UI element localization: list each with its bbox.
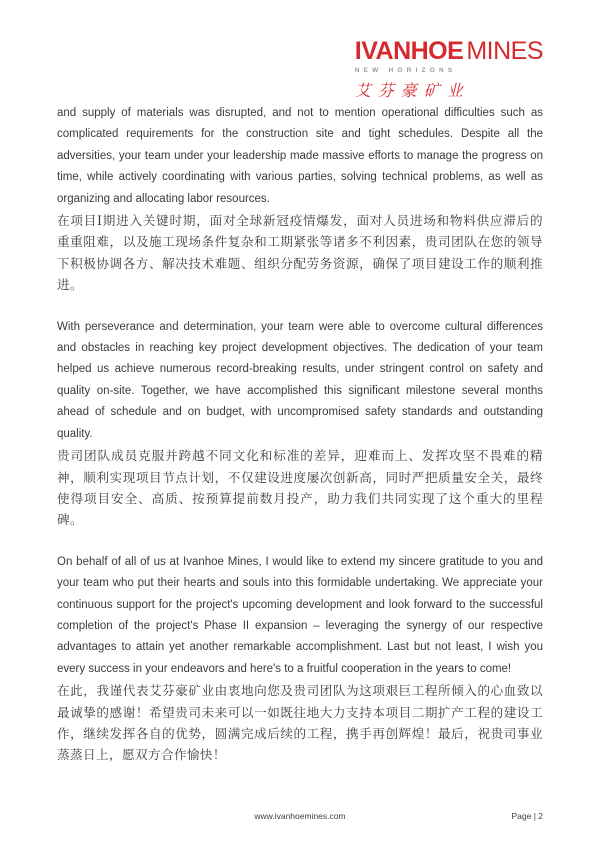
paragraph-english-3: On behalf of all of us at Ivanhoe Mines, I would like to extend my sincere gratitude to you and your team who put their hearts and souls into this formidable undertaking. We appreciate your continuous support for the project's upcoming development and look forward to the successful completion of the project's Phase II expansion – leveraging the synergy of our respective advantages to attain yet another remarkable accomplishment. Last but not least, I wish you every success in your endeavors and here's to a fruitful cooperation in the years to come! bbox=[57, 555, 543, 675]
paragraph-english-1: and supply of materials was disrupted, and not to mention operational difficulties such as complicated requirements for the construction site and tight schedules. Despite all the adversities, your team under your leadership made massive efforts to manage the progress on time, while actively coordinating with various parties, solving technical problems, as well as organizing and allocating labor resources. bbox=[57, 107, 543, 205]
paragraph-chinese-3: 在此，我谨代表艾芬豪矿业由衷地向您及贵司团队为这项艰巨工程所倾入的心血致以最诚挚的感谢！希望贵司未来可以一如既往地大力支持本项目二期扩产工程的建设工作，继续发挥各自的优势，圆满完成后续的工程，携手再创辉煌！最后，祝贵司事业蒸蒸日上，愿双方合作愉快！ bbox=[57, 683, 543, 763]
logo-tagline: NEW HORIZONS bbox=[354, 67, 457, 74]
footer-website: www.ivanhoemines.com bbox=[254, 811, 346, 821]
paragraph-block-2 bbox=[57, 317, 543, 531]
logo-text-ivanhoe: IVANHOE bbox=[354, 37, 464, 65]
page-footer bbox=[57, 811, 543, 823]
letter-body bbox=[57, 103, 543, 787]
company-logo bbox=[355, 39, 543, 101]
logo-text-mines: MINES bbox=[466, 37, 543, 65]
paragraph-block-1 bbox=[57, 103, 543, 296]
paragraph-chinese-1: 在项目Ⅰ期进入关键时期，面对全球新冠疫情爆发，面对人员进场和物料供应滞后的重重阻难，以及施工现场条件复杂和工期紧张等诸多不利因素，贵司团队在您的领导下积极协调各方、解决技术难题、组织分配劳务资源，确保了项目建设工作的顺利推进。 bbox=[57, 213, 543, 293]
logo-wordmark bbox=[355, 39, 543, 64]
logo-chinese-name: 艾芬豪矿业 bbox=[354, 81, 470, 100]
footer-page-number: Page | 2 bbox=[511, 811, 543, 821]
paragraph-english-2: With perseverance and determination, your team were able to overcome cultural differences and obstacles in reaching key project development objectives. The dedication of your team helped us achieve numerous record-breaking results, under stringent control on safety and quality on-site. Together, we have accomplished this significant milestone several months ahead of schedule and on budget, with uncompromised safety standards and outstanding quality. bbox=[57, 320, 543, 440]
paragraph-chinese-2: 贵司团队成员克服并跨越不同文化和标准的差异，迎难而上、发挥攻坚不畏难的精神，顺利实现项目节点计划，不仅建设进度屡次创新高，同时严把质量安全关，最终使得项目安全、高质、按预算提前数月投产，助力我们共同实现了这个重大的里程碑。 bbox=[57, 448, 543, 528]
paragraph-block-3 bbox=[57, 552, 543, 766]
